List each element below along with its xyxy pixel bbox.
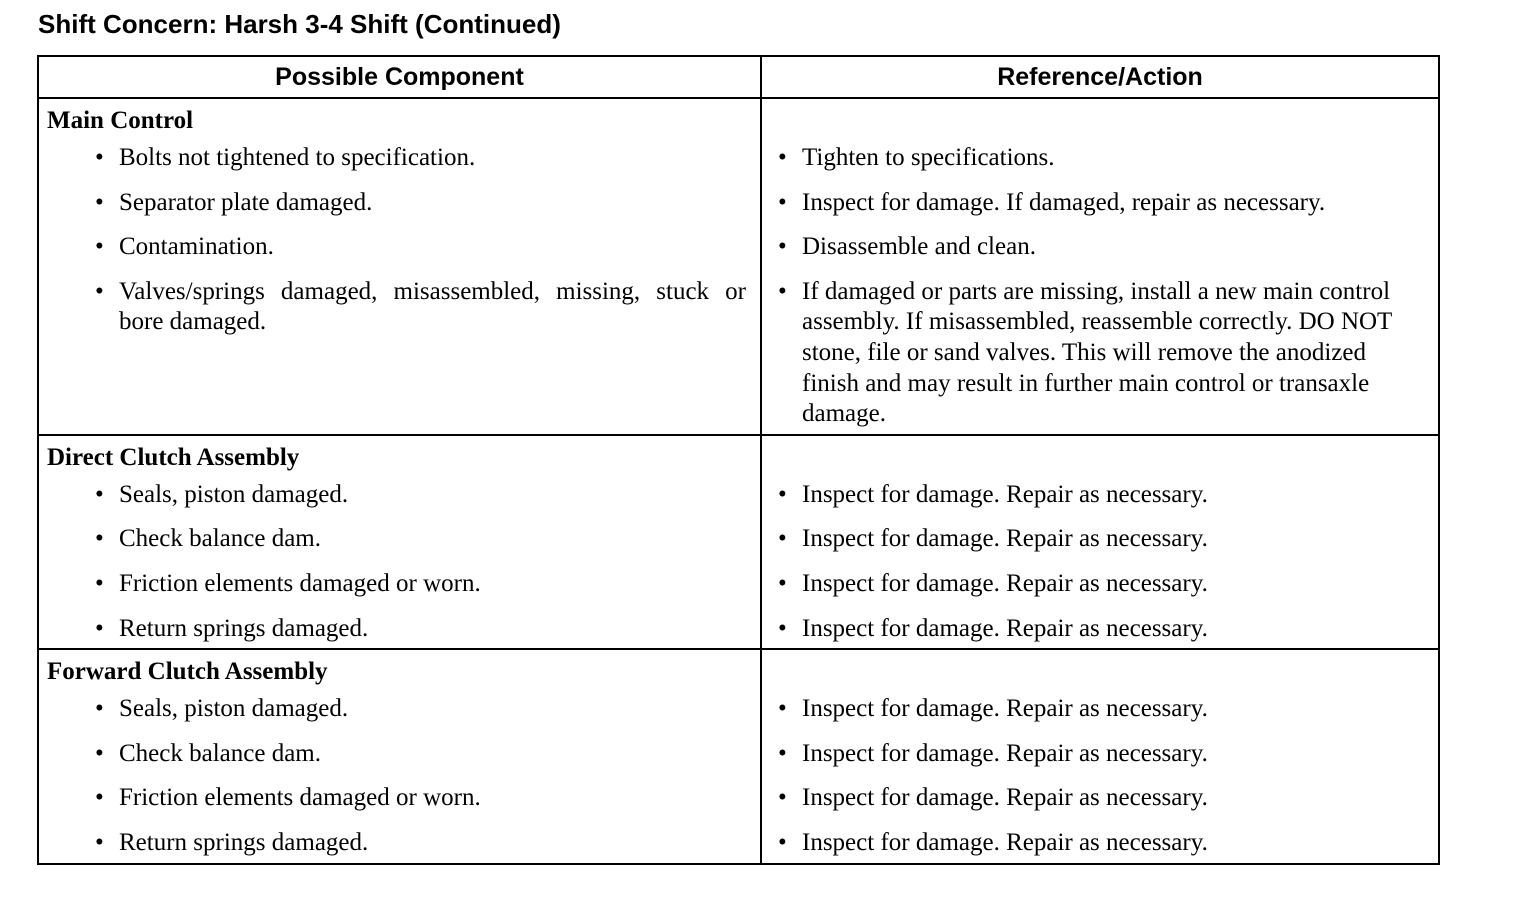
list-item: [762, 783, 1438, 814]
group-title: Direct Clutch Assembly: [47, 443, 300, 471]
list-item: [39, 143, 760, 174]
action-cell: [761, 98, 1439, 435]
action-text: If damaged or parts are missing, install a new main control assembly. If misassembled, reassemble correctly. DO NOT stone, file or sand valves. This will remove the anodized finish and may result in further main control or transaxle damage.: [802, 277, 1392, 428]
list-item: [762, 614, 1438, 645]
group-row-direct-clutch: [38, 435, 1439, 649]
bullet-icon: •: [95, 739, 104, 767]
list-item: [39, 739, 760, 770]
bullet-icon: •: [95, 480, 104, 508]
list-item: [762, 480, 1438, 511]
component-text: Check balance dam.: [119, 525, 321, 553]
action-text: Tighten to specifications.: [802, 144, 1055, 171]
group-title: Forward Clutch Assembly: [47, 658, 328, 686]
bullet-icon: •: [778, 480, 787, 508]
bullet-icon: •: [778, 784, 787, 812]
bullet-icon: •: [95, 233, 104, 261]
bullet-icon: •: [778, 525, 787, 553]
list-item: [762, 143, 1438, 174]
list-item: [39, 188, 760, 219]
bullet-icon: •: [95, 695, 104, 723]
list-item: [39, 232, 760, 263]
action-text: Inspect for damage. Repair as necessary.: [802, 480, 1208, 508]
list-item: [762, 188, 1438, 219]
list-item: [39, 783, 760, 814]
bullet-icon: •: [95, 144, 104, 171]
component-text: Seals, piston damaged.: [119, 480, 349, 508]
diagnostic-table: [37, 55, 1440, 865]
group-row-main-control: [38, 98, 1439, 435]
bullet-icon: •: [778, 188, 787, 216]
list-item: [39, 694, 760, 725]
component-cell: [38, 98, 761, 435]
bullet-icon: •: [778, 277, 787, 305]
action-cell: [761, 649, 1439, 863]
list-item: [39, 480, 760, 511]
component-text: Contamination.: [119, 233, 274, 261]
action-list: [762, 480, 1438, 648]
action-cell: [761, 435, 1439, 649]
bullet-icon: •: [778, 144, 787, 171]
component-cell: [38, 649, 761, 863]
bullet-icon: •: [778, 828, 787, 856]
list-item: [762, 232, 1438, 263]
bullet-icon: •: [95, 525, 104, 553]
bullet-icon: •: [95, 277, 104, 305]
component-text: Friction elements damaged or worn.: [119, 784, 481, 812]
component-text: Valves/springs damaged, misassembled, missing, stuck or bore damaged.: [119, 277, 746, 336]
action-text: Inspect for damage. Repair as necessary.: [802, 739, 1208, 767]
list-item: [762, 277, 1438, 430]
bullet-icon: •: [95, 569, 104, 597]
bullet-icon: •: [778, 569, 787, 597]
action-list: [762, 694, 1438, 862]
bullet-icon: •: [778, 614, 787, 642]
component-list: [39, 143, 760, 342]
list-item: [39, 828, 760, 859]
bullet-icon: •: [95, 828, 104, 856]
table-header-row: [38, 56, 1439, 98]
component-list: [39, 694, 760, 862]
action-list: [762, 143, 1438, 434]
action-text: Inspect for damage. Repair as necessary.: [802, 828, 1208, 856]
component-text: Check balance dam.: [119, 739, 321, 767]
bullet-icon: •: [778, 233, 787, 261]
bullet-icon: •: [95, 188, 104, 216]
list-item: [39, 277, 760, 338]
bullet-icon: •: [95, 784, 104, 812]
bullet-icon: •: [778, 695, 787, 723]
list-item: [39, 614, 760, 645]
component-list: [39, 480, 760, 648]
bullet-icon: •: [778, 739, 787, 767]
list-item: [762, 524, 1438, 555]
list-item: [762, 739, 1438, 770]
component-text: Return springs damaged.: [119, 828, 369, 856]
action-text: Inspect for damage. Repair as necessary.: [802, 525, 1208, 553]
bullet-icon: •: [95, 614, 104, 642]
action-text: Inspect for damage. Repair as necessary.: [802, 614, 1208, 642]
list-item: [39, 569, 760, 600]
header-reference-action: Reference/Action: [761, 56, 1439, 98]
group-title: Main Control: [47, 107, 194, 134]
component-text: Return springs damaged.: [119, 614, 369, 642]
action-text: Inspect for damage. Repair as necessary.: [802, 695, 1208, 723]
component-text: Bolts not tightened to specification.: [119, 144, 476, 171]
list-item: [762, 828, 1438, 859]
group-row-forward-clutch: [38, 649, 1439, 863]
component-cell: [38, 435, 761, 649]
action-text: Inspect for damage. Repair as necessary.: [802, 784, 1208, 812]
action-text: Inspect for damage. If damaged, repair as necessary.: [802, 188, 1326, 216]
page-title: Shift Concern: Harsh 3-4 Shift (Continued): [38, 9, 561, 39]
action-text: Inspect for damage. Repair as necessary.: [802, 569, 1208, 597]
action-text: Disassemble and clean.: [802, 233, 1036, 261]
component-text: Friction elements damaged or worn.: [119, 569, 481, 597]
list-item: [762, 694, 1438, 725]
list-item: [39, 524, 760, 555]
component-text: Separator plate damaged.: [119, 188, 373, 216]
header-possible-component: Possible Component: [38, 56, 761, 98]
list-item: [762, 569, 1438, 600]
component-text: Seals, piston damaged.: [119, 695, 349, 723]
